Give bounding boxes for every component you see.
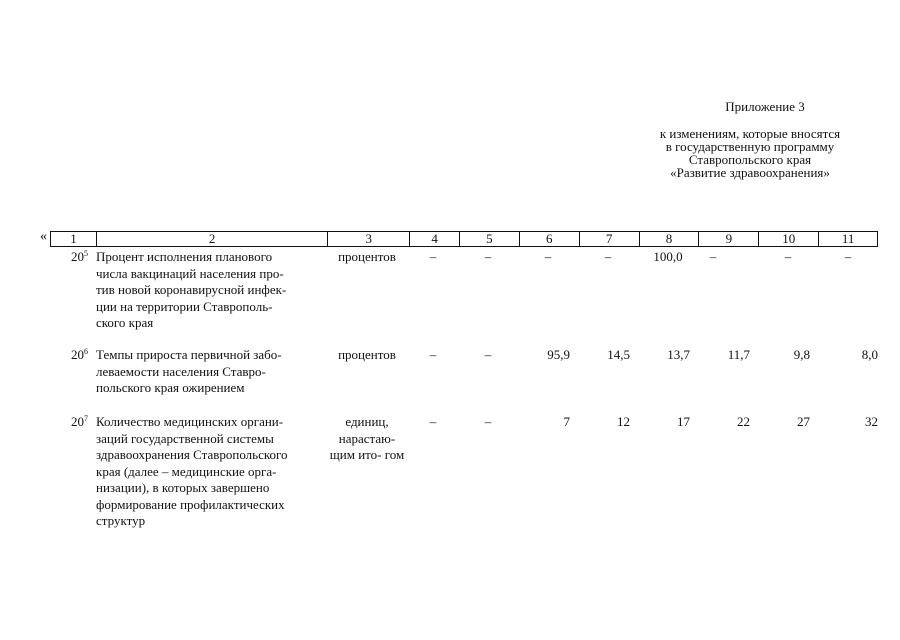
header-cell: 1 [51, 232, 97, 246]
value-cell: 7 [563, 414, 570, 429]
header-cell: 8 [640, 232, 700, 246]
value-cell: 27 [797, 414, 810, 429]
open-quote-mark: « [40, 229, 47, 244]
header-cell: 9 [699, 232, 759, 246]
indicator-name: Процент исполнения планового числа вакцинаций населения про- тив новой коронавирусной инфек- ции на территории Ставрополь- ского края [96, 249, 287, 330]
value-cell: – [544, 249, 552, 264]
unit-of-measure: процентов [338, 347, 396, 362]
value-cell: 17 [677, 414, 690, 429]
value-cell: 14,5 [607, 347, 630, 362]
value-cell: 32 [865, 414, 878, 429]
header-cell: 2 [97, 232, 328, 246]
table-row [50, 347, 878, 397]
indicator-name: Количество медицинских органи- заций государственной системы здравоохранения Ставропольского края (далее – медицинские орга- низации), в которых завершено формирование профилактических структур [96, 414, 288, 528]
appendix-line: «Развитие здравоохранения» [670, 165, 830, 180]
value-cell: – [484, 249, 492, 264]
row-number: $20^5$ [71, 249, 88, 264]
value-cell: – [604, 249, 612, 264]
value-cell: – [484, 347, 492, 362]
appendix-heading [620, 100, 880, 179]
appendix-line: в государственную программу [665, 139, 835, 154]
appendix-title: Приложение 3 [725, 99, 805, 114]
value-cell: 9,8 [793, 347, 810, 362]
value-cell: – [429, 249, 437, 264]
appendix-line: к изменениям, которые вносятся [659, 126, 841, 141]
value-cell: – [484, 414, 492, 429]
value-cell: 13,7 [667, 347, 690, 362]
header-cell: 6 [520, 232, 580, 246]
value-cell: – [709, 249, 717, 264]
header-cell: 5 [460, 232, 520, 246]
unit-of-measure: единиц, нарастаю- щим ито- гом [329, 414, 405, 462]
indicator-name: Темпы прироста первичной забо- леваемости населения Ставро- польского края ожирением [96, 347, 282, 395]
appendix-line: Ставропольского края [688, 152, 812, 167]
value-cell: – [429, 347, 437, 362]
header-cell: 10 [759, 232, 819, 246]
header-cell: 7 [580, 232, 640, 246]
value-cell: 95,9 [547, 347, 570, 362]
table-header-row [50, 231, 878, 247]
value-cell: 100,0 [653, 249, 683, 264]
value-cell: – [429, 414, 437, 429]
value-cell: – [784, 249, 792, 264]
table-row [50, 249, 878, 332]
header-cell: 3 [328, 232, 410, 246]
header-cell: 11 [841, 231, 855, 246]
value-cell: 8,0 [861, 347, 878, 362]
row-number: $20^7$ [71, 414, 88, 429]
header-cell: 4 [410, 232, 460, 246]
value-cell: 12 [617, 414, 630, 429]
value-cell: 22 [737, 414, 750, 429]
value-cell: – [844, 249, 852, 264]
unit-of-measure: процентов [338, 249, 396, 264]
value-cell: 11,7 [727, 347, 750, 362]
row-number: $20^6$ [71, 347, 88, 362]
table-row [50, 414, 878, 530]
